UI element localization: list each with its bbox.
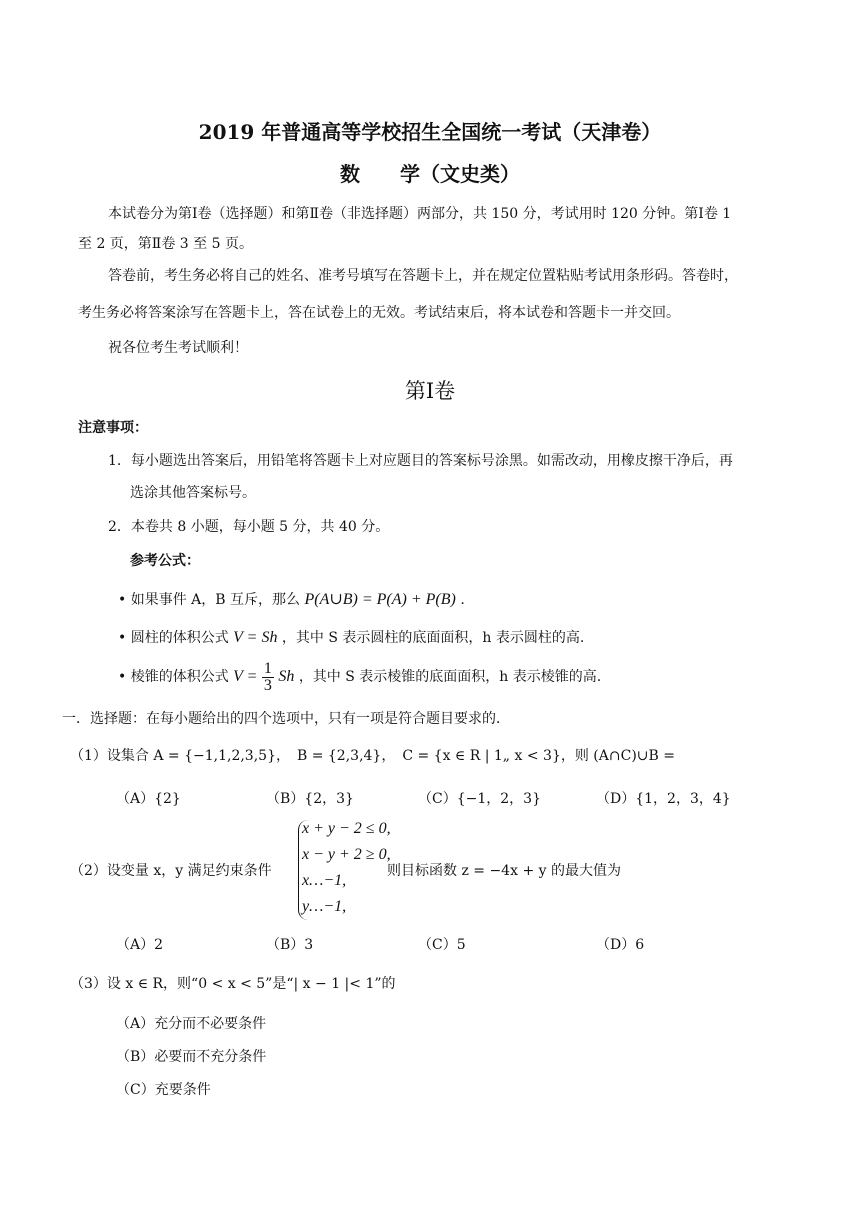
formula-2-math: V = Sh bbox=[233, 629, 278, 646]
question-3-option-b: （B）必要而不充分条件 bbox=[116, 1049, 267, 1065]
question-3-option-c: （C）充要条件 bbox=[116, 1082, 211, 1098]
formula-1-end: . bbox=[460, 592, 465, 608]
notice-item-2: 2．本卷共 8 小题，每小题 5 分，共 40 分。 bbox=[108, 519, 390, 535]
question-1-option-c: （C）{−1，2，3} bbox=[418, 791, 541, 807]
formulas-heading: 参考公式： bbox=[130, 553, 200, 569]
formula-3 bbox=[118, 658, 601, 696]
question-1-stem: （1）设集合 A = {−1,1,2,3,5}， B = {2,3,4}， C = {x ∈ R | 1„ x < 3}，则 (A∩C)∪B = bbox=[70, 748, 675, 764]
formula-2-rest: ，其中 S 表示圆柱的底面面积，h 表示圆柱的高. bbox=[281, 630, 585, 646]
question-1-option-a: （A）{2} bbox=[116, 791, 181, 807]
exam-title: 2019 年普通高等学校招生全国统一考试（天津卷） bbox=[198, 120, 662, 144]
formula-3-rest: ，其中 S 表示棱锥的底面面积，h 表示棱锥的高. bbox=[298, 669, 602, 685]
intro-paragraph-2-line-1: 答卷前，考生务必将自己的姓名、准考号填写在答题卡上，并在规定位置粘贴考试用条形码。答卷时， bbox=[108, 268, 738, 284]
notice-item-1-line-2: 选涂其他答案标号。 bbox=[130, 485, 256, 501]
section-title: 第Ⅰ卷 bbox=[404, 379, 456, 403]
formula-3-denominator: 3 bbox=[263, 676, 272, 694]
question-2-prefix: （2）设变量 x，y 满足约束条件 bbox=[70, 863, 272, 879]
intro-paragraph-3: 祝各位考生考试顺利！ bbox=[108, 340, 248, 356]
constraint-2: x − y + 2 ≥ 0, bbox=[302, 846, 391, 863]
question-1-option-d: （D）{1，2，3，4} bbox=[596, 791, 731, 807]
formula-1 bbox=[118, 590, 465, 610]
formula-1-math: P(A∪B) = P(A) + P(B) bbox=[304, 591, 456, 608]
notice-item-1-line-1: 1．每小题选出答案后，用铅笔将答题卡上对应题目的答案标号涂黑。如需改动，用橡皮擦干净后，再 bbox=[108, 453, 733, 469]
constraint-3: x…−1, bbox=[302, 872, 347, 889]
question-2-option-a: （A）2 bbox=[116, 937, 164, 953]
question-2-suffix: 则目标函数 z = −4x + y 的最大值为 bbox=[387, 863, 621, 879]
formula-2 bbox=[118, 628, 584, 648]
formula-3-numerator: 1 bbox=[263, 659, 272, 677]
formula-3-math-sh: Sh bbox=[278, 668, 295, 685]
constraint-4: y…−1, bbox=[302, 898, 347, 915]
question-3-stem: （3）设 x ∈ R，则“0 < x < 5”是“| x − 1 |< 1”的 bbox=[70, 976, 396, 992]
formula-2-text: • 圆柱的体积公式 bbox=[118, 630, 229, 646]
intro-paragraph-1-line-2: 至 2 页，第Ⅱ卷 3 至 5 页。 bbox=[78, 236, 253, 252]
question-2-option-d: （D）6 bbox=[596, 937, 645, 953]
question-3-option-a: （A）充分而不必要条件 bbox=[116, 1016, 267, 1032]
formula-3-text: • 棱锥的体积公式 bbox=[118, 669, 229, 685]
formula-1-text: • 如果事件 A，B 互斥，那么 bbox=[118, 592, 301, 608]
constraint-1: x + y − 2 ≤ 0, bbox=[302, 820, 391, 837]
exam-subtitle: 数 学（文史类） bbox=[340, 162, 520, 186]
intro-paragraph-2-line-2: 考生务必将答案涂写在答题卡上，答在试卷上的无效。考试结束后，将本试卷和答题卡一并交回。 bbox=[78, 305, 680, 321]
question-2-option-b: （B）3 bbox=[266, 937, 314, 953]
intro-paragraph-1-line-1: 本试卷分为第Ⅰ卷（选择题）和第Ⅱ卷（非选择题）两部分，共 150 分，考试用时 120 分钟。第Ⅰ卷 1 bbox=[108, 206, 732, 222]
question-2-option-c: （C）5 bbox=[418, 937, 466, 953]
notice-heading: 注意事项： bbox=[78, 420, 148, 436]
question-1-option-b: （B）{2，3} bbox=[266, 791, 354, 807]
formula-3-math-v: V = bbox=[233, 668, 258, 685]
formula-3-fraction bbox=[262, 661, 274, 694]
part-1-instructions: 一．选择题：在每小题给出的四个选项中，只有一项是符合题目要求的． bbox=[62, 711, 510, 727]
